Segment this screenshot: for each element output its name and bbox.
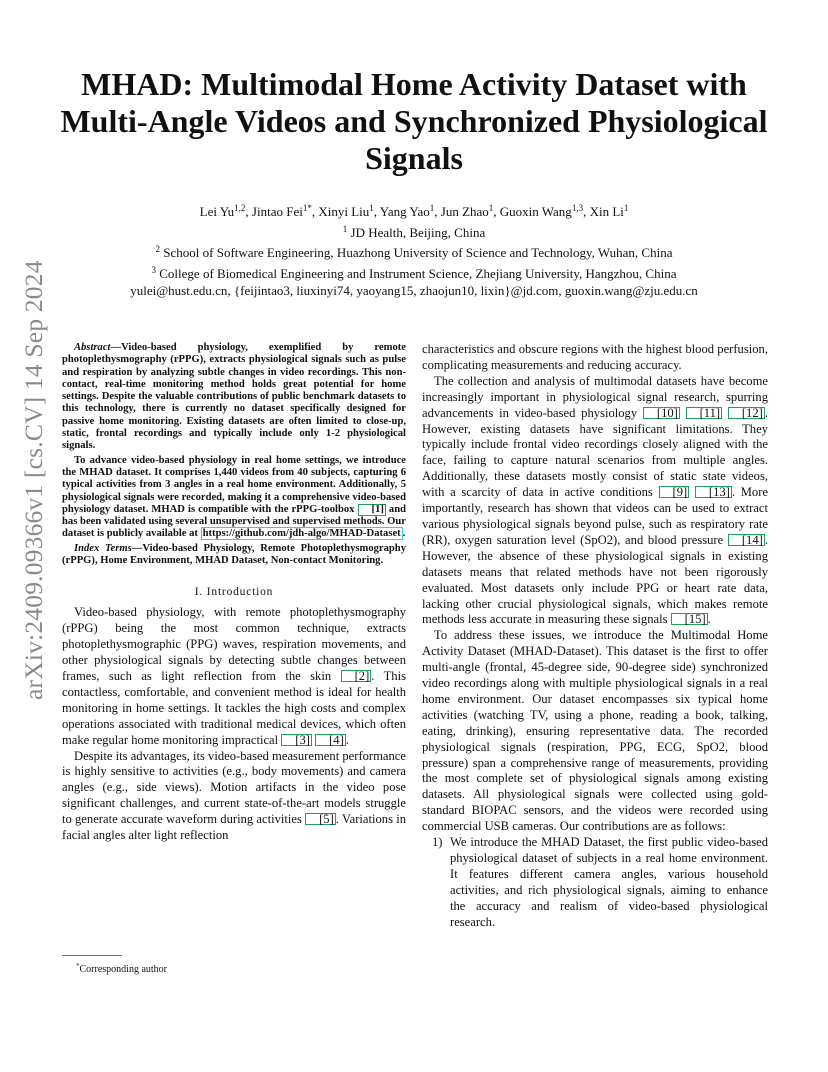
citation-link[interactable]: [9]	[659, 486, 690, 498]
citation-link[interactable]: [15]	[671, 613, 708, 625]
right-column	[422, 342, 768, 931]
author-emails: yulei@hust.edu.cn, {feijintao3, liuxinyi74, yaoyang15, zhaojun10, lixin}@jd.com, guoxin.wang@zju.edu.cn	[130, 283, 698, 298]
body-paragraph: characteristics and obscure regions with the highest blood perfusion, complicating measurements and reducing accuracy.	[422, 342, 768, 372]
abstract-paragraph-1: Abstract—Video-based physiology, exemplified by remote photoplethysmography (rPPG), extracts physiological signals such as pulse and respiration by analyzing subtle changes in video recordings. This non-contact, real-time monitoring method holds great potential for home settings. Despite the valuable contributions of public benchmark datasets to this technology, there is currently no dataset specifically designed for passive home monitoring. Existing datasets are often limited to close-up, static, frontal recordings and typically include only 1-2 physiological signals.	[62, 342, 406, 452]
citation-link[interactable]: [4]	[315, 734, 346, 746]
footnote-mark: *	[76, 962, 80, 970]
abstract-label: Abstract	[74, 342, 111, 353]
citation-link[interactable]: [10]	[643, 407, 680, 419]
dataset-url-link[interactable]: https://github.com/jdh-algo/MHAD-Dataset	[202, 528, 401, 540]
abstract	[62, 342, 406, 567]
index-terms: Index Terms—Video-based Physiology, Remote Photoplethysmography (rPPG), Home Environment, MHAD Dataset, Non-contact Monitoring.	[62, 542, 406, 567]
left-column	[62, 342, 406, 844]
intro-right-text	[422, 342, 768, 931]
section-heading-introduction: I. Introduction	[194, 586, 274, 599]
affiliation-2: $^2$ School of Software Engineering, Huazhong University of Science and Technology, Wuhan, China	[155, 244, 673, 260]
list-item: 1) We introduce the MHAD Dataset, the first public video-based physiological dataset of subjects in a real home environment. It features different camera angles, various household activities, and rich physiological signals, aiming to enhance the accuracy and realism of video-based physiological research.	[432, 835, 768, 929]
citation-link[interactable]: [12]	[728, 407, 765, 419]
body-paragraph: The collection and analysis of multimodal datasets have become increasingly important in physiological signal research, spurring advancements in video-based physiology [10] [11] [12] . However, existing datasets have significant limitations. They typically include frontal video recordings closely aligned with the face, failing to capture natural scenarios from multiple angles. Additionally, these datasets mostly consist of static state videos, with a scarcity of data in active conditions [9] [13] . More importantly, research has shown that videos can be used to extract various physiological signals beyond pulse, such as respiratory rate (RR), oxygen saturation level (SpO2), and blood pressure [14] . However, the absence of these physiological signals in existing datasets means that related methods have not been rigorously evaluated. Most datasets only include PPG or heart rate data, lacking other crucial physiological signals, which makes remote methods less accurate in measuring these signals [15] .	[422, 373, 768, 627]
footnote: *Corresponding author	[76, 962, 167, 975]
citation-link[interactable]: [1]	[358, 504, 386, 516]
citation-link[interactable]: [14]	[728, 534, 765, 546]
author-block	[60, 200, 768, 300]
list-number: 1)	[432, 835, 443, 850]
citation-link[interactable]: [3]	[281, 734, 312, 746]
intro-left-text	[62, 605, 406, 844]
title-line-1: MHAD: Multimodal Home Activity Dataset with	[81, 66, 747, 102]
body-paragraph: To address these issues, we introduce the Multimodal Home Activity Dataset (MHAD-Dataset). This dataset is the first to offer multi-angle (frontal, 45-degree side, 90-degree side) synchronized video recordings along with multiple physiological signals in a real home environment. Our dataset encompasses six typical home activities (watching TV, using a phone, reading a book, talking, eating, drinking), ensuring representative data. The recorded physiological signals (respiration, PPG, ECG, SpO2, blood pressure) span a comprehensive range of measurements, providing the most complete set of physiological signals among existing datasets. All physiological signals were collected using gold-standard BIOPAC sensors, and the videos were recorded using commercial USB cameras. Our contributions are as follows:	[422, 628, 768, 834]
body-paragraph: Video-based physiology, with remote photoplethysmography (rPPG) being the most common technique, extracts photoplethysmographic (PPG) waves, respiration movements, and other physiological signals by detecting subtle changes between frames, such as light reflection from the skin [2] . This contactless, comfortable, and convenient method is ideal for health monitoring in home settings. It tackles the high costs and complex operations associated with traditional medical devices, which often make regular home monitoring impractical [3] [4] .	[62, 605, 406, 747]
author-names: Lei Yu$^{1,2}$, Jintao Fei$^{1*}$, Xinyi Liu$^1$, Yang Yao$^1$, Jun Zhao$^1$, Guoxin Wang$^{1,3}$, Xin Li$^1$	[199, 203, 629, 219]
paper-title	[50, 66, 778, 177]
contributions-list	[422, 835, 768, 930]
index-terms-label: Index Terms	[74, 542, 132, 554]
title-line-2: Multi-Angle Videos and Synchronized Physiological	[60, 103, 768, 139]
body-paragraph: Despite its advantages, its video-based measurement performance is highly sensitive to activities (e.g., body movements) and camera angles (e.g., side views). Motion artifacts in the video pose significant challenges, and current state-of-the-art models struggle to generate accurate waveform during activities [5] . Variations in facial angles alter light reflection	[62, 748, 406, 843]
citation-link[interactable]: [13]	[695, 486, 732, 498]
citation-link[interactable]: [11]	[686, 407, 723, 419]
abstract-paragraph-2: To advance video-based physiology in real home settings, we introduce the MHAD dataset. It comprises 1,440 videos from 40 subjects, capturing 6 typical activities from 3 angles in a real home environment. Additionally, 5 physiological signals were recorded, making it a comprehensive video-based physiology dataset. MHAD is compatible with the rPPG-toolbox [1] and has been validated using several unsupervised and supervised methods. Our dataset is publicly available at https://github.com/jdh-algo/MHAD-Dataset .	[62, 454, 406, 540]
affiliation-1: $^1$ JD Health, Beijing, China	[342, 223, 486, 240]
citation-link[interactable]: [5]	[305, 813, 336, 825]
arxiv-identifier-stamp: arXiv:2409.09366v1 [cs.CV] 14 Sep 2024	[19, 260, 48, 700]
citation-link[interactable]: [2]	[341, 670, 372, 682]
affiliation-3: $^3$ College of Biomedical Engineering and Instrument Science, Zhejiang University, Hangzhou, China	[151, 264, 677, 281]
title-line-3: Signals	[365, 140, 463, 176]
footnote-divider	[62, 955, 122, 956]
